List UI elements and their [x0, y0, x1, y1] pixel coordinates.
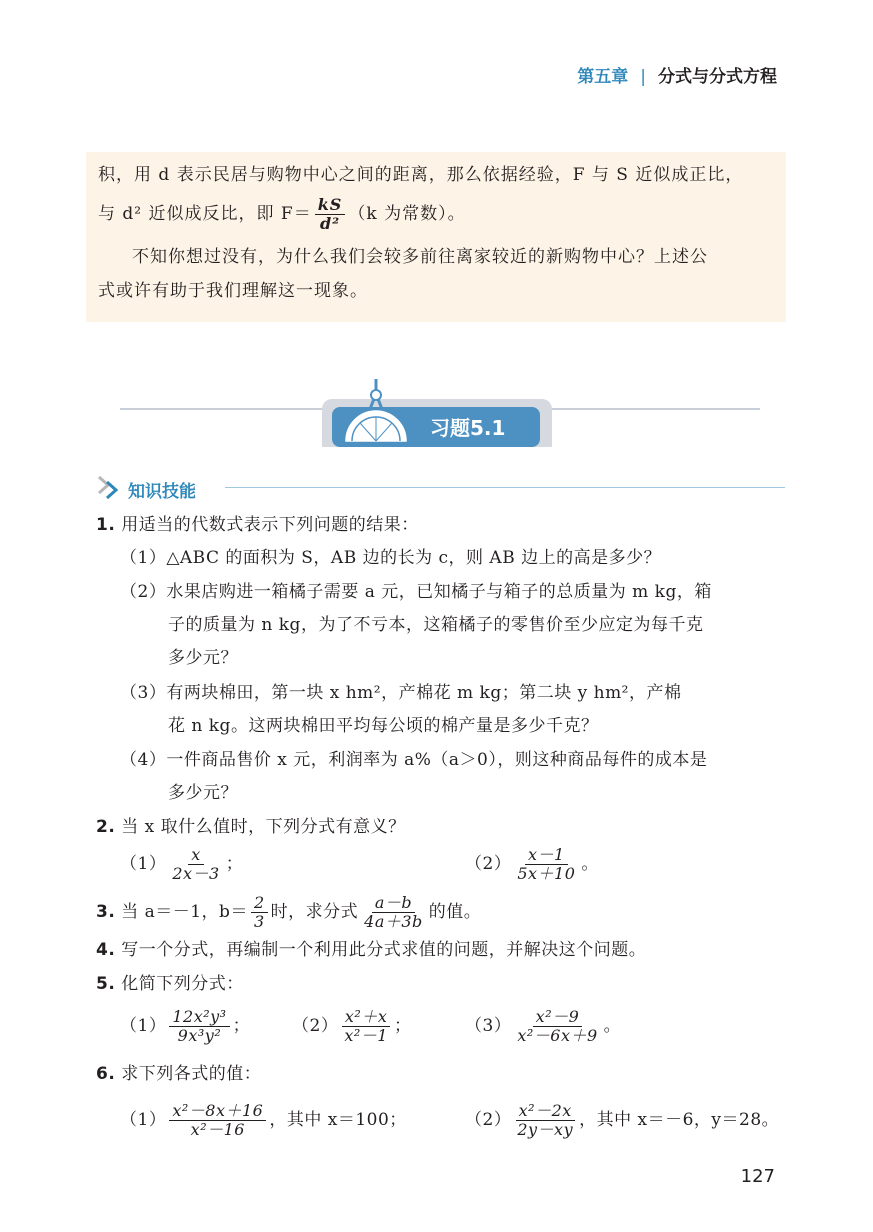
problem-number: 5. — [96, 974, 116, 994]
problem-number: 6. — [96, 1064, 116, 1084]
fraction-numerator: a－b — [372, 894, 415, 913]
fraction-numerator: x－1 — [525, 846, 568, 865]
problem-1 — [96, 512, 419, 538]
subsection-rule — [225, 487, 785, 488]
fraction-denominator: 3 — [253, 912, 265, 931]
problem-2 — [96, 814, 406, 840]
part-label: （1） — [120, 1016, 167, 1036]
fraction-numerator: kS — [315, 196, 346, 215]
fraction-denominator: x²－6x＋9 — [517, 1026, 598, 1045]
problem-5 — [96, 971, 244, 997]
fraction — [169, 1102, 266, 1139]
problem-1-part-3-line-2: 花 n kg。这两块棉田平均每公顷的棉产量是多少千克？ — [168, 716, 599, 736]
exercise-banner — [100, 375, 780, 455]
subsection-header — [95, 474, 785, 502]
part-label: （1） — [120, 854, 167, 874]
fraction-denominator: 2x－3 — [172, 864, 220, 883]
part-label: （2） — [292, 1016, 339, 1036]
reading-box — [86, 152, 786, 322]
header-separator: | — [640, 67, 646, 87]
fraction-denominator: 5x＋10 — [517, 864, 576, 883]
problem-number: 2. — [96, 817, 116, 837]
fraction-numerator: x²－8x＋16 — [169, 1102, 266, 1121]
problem-1-part-4-line-1: （4）一件商品售价 x 元，利润率为 a%（a＞0），则这种商品每件的成本是 — [120, 750, 708, 770]
fraction-denominator: 4a＋3b — [364, 912, 423, 931]
problem-number: 1. — [96, 515, 116, 535]
part-end: ，其中 x＝100； — [269, 1110, 407, 1130]
reading-line-4: 式或许有助于我们理解这一现象。 — [98, 281, 368, 301]
problem-1-part-2-line-3: 多少元？ — [168, 648, 238, 668]
fraction-denominator: x²－16 — [190, 1120, 245, 1139]
fraction-numerator: x — [188, 846, 204, 865]
fraction-numerator: 12x²y³ — [169, 1008, 229, 1027]
problem-2-part-2 — [465, 846, 599, 883]
part-end: ； — [232, 1016, 251, 1036]
problem-4 — [96, 937, 646, 963]
problem-1-part-1: （1）△ABC 的面积为 S，AB 边的长为 c，则 AB 边上的高是多少？ — [120, 548, 662, 568]
problem-3 — [96, 894, 481, 931]
problem-text: 当 a＝－1，b＝ — [121, 902, 248, 922]
problem-5-part-2 — [292, 1008, 411, 1045]
fraction-denominator: x²－1 — [344, 1026, 388, 1045]
chapter-title: 分式与分式方程 — [658, 67, 777, 87]
part-label: （3） — [465, 1016, 512, 1036]
part-label: （2） — [465, 854, 512, 874]
problem-text: 当 x 取什么值时，下列分式有意义？ — [121, 817, 406, 837]
fraction-numerator: x²－2x — [516, 1102, 575, 1121]
part-label: （2） — [465, 1110, 512, 1130]
problem-5-part-1 — [120, 1008, 250, 1045]
part-end: 。 — [603, 1016, 622, 1036]
problem-number: 4. — [96, 940, 116, 960]
exercise-title: 习题5.1 — [430, 416, 506, 440]
problem-text: 化简下列分式： — [121, 974, 244, 994]
part-end: ； — [393, 1016, 412, 1036]
part-end: ； — [225, 854, 244, 874]
problem-6-part-2 — [465, 1102, 779, 1139]
reading-line-1: 积，用 d 表示民居与购物中心之间的距离，那么依据经验，F 与 S 近似成正比， — [98, 165, 744, 185]
reading-line-2 — [98, 196, 466, 233]
fraction-denominator: d² — [319, 214, 341, 233]
banner-rule-right — [550, 408, 760, 410]
problem-text: 用适当的代数式表示下列问题的结果： — [121, 515, 419, 535]
fraction — [514, 846, 578, 883]
subsection-title: 知识技能 — [128, 482, 196, 502]
page-number: 127 — [740, 1166, 775, 1187]
reading-line-2-text: 与 d² 近似成反比，即 F＝ — [98, 204, 312, 224]
problem-number: 3. — [96, 902, 116, 922]
running-header — [577, 62, 777, 87]
problem-1-part-3-line-1: （3）有两块棉田，第一块 x hm²，产棉花 m kg；第二块 y hm²，产棉 — [120, 683, 682, 703]
fraction — [514, 1008, 600, 1045]
fraction-numerator: x²＋x — [342, 1008, 390, 1027]
reading-line-2-tail: （k 为常数）。 — [348, 204, 466, 224]
part-end: ，其中 x＝－6，y＝28。 — [579, 1110, 780, 1130]
problem-text-end: 的值。 — [428, 902, 482, 922]
part-label: （1） — [120, 1110, 167, 1130]
problem-6-part-1 — [120, 1102, 407, 1139]
reading-line-3: 不知你想过没有，为什么我们会较多前往离家较近的新购物中心？上述公 — [132, 247, 708, 267]
fraction-denominator: 2y－xy — [517, 1120, 574, 1139]
fraction — [169, 1008, 229, 1045]
fraction — [251, 894, 268, 931]
problem-6 — [96, 1061, 261, 1087]
chapter-label: 第五章 — [577, 67, 629, 87]
problem-text-mid: 时，求分式 — [270, 902, 359, 922]
fraction — [361, 894, 426, 931]
part-end: 。 — [581, 854, 599, 874]
fraction-denominator: 9x³y² — [177, 1026, 222, 1045]
fraction — [514, 1102, 576, 1139]
fraction — [341, 1008, 391, 1045]
fraction — [169, 846, 222, 883]
problem-2-part-1 — [120, 846, 243, 883]
fraction-numerator: 2 — [251, 894, 268, 913]
problem-1-part-2-line-1: （2）水果店购进一箱橘子需要 a 元，已知橘子与箱子的总质量为 m kg，箱 — [120, 582, 712, 602]
problem-text: 求下列各式的值： — [121, 1064, 262, 1084]
compass-protractor-icon — [338, 377, 414, 449]
problem-5-part-3 — [465, 1008, 621, 1045]
force-formula-fraction — [315, 196, 346, 233]
problem-1-part-2-line-2: 子的质量为 n kg，为了不亏本，这箱橘子的零售价至少应定为每千克 — [168, 615, 704, 635]
problem-1-part-4-line-2: 多少元？ — [168, 783, 238, 803]
chevron-right-icon — [95, 474, 125, 500]
fraction-numerator: x²－9 — [533, 1008, 583, 1027]
problem-text: 写一个分式，再编制一个利用此分式求值的问题，并解决这个问题。 — [121, 940, 647, 960]
banner-rule-left — [120, 408, 325, 410]
